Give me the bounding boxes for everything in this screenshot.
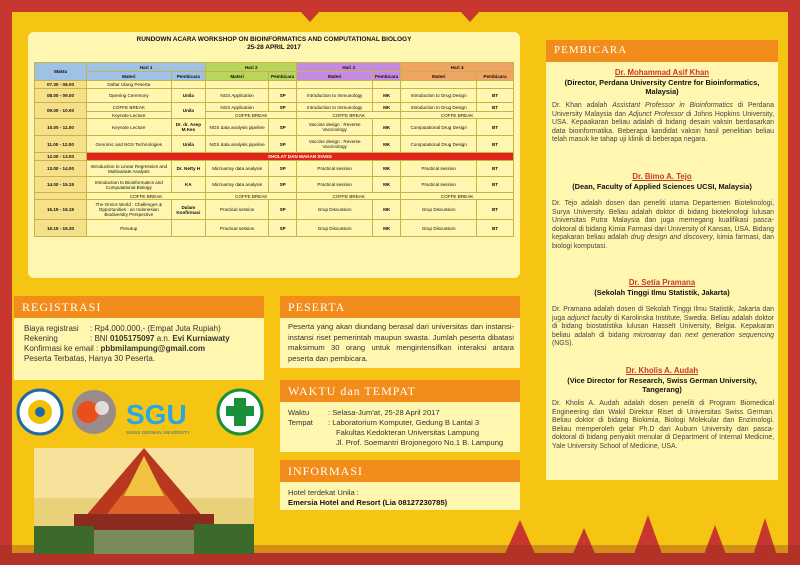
konfirmasi-email[interactable]: pbbmilampung@gmail.com bbox=[100, 344, 206, 353]
bioinformatics-logo bbox=[72, 390, 116, 434]
waktu-row bbox=[288, 408, 440, 417]
session-cell: Introduction to Immunology bbox=[297, 103, 373, 112]
day3-pembicara-header: Pembicara bbox=[373, 72, 401, 81]
speaker-cell: SP bbox=[269, 161, 297, 177]
logos-and-photo bbox=[14, 386, 268, 554]
day1-materi-header: Materi bbox=[87, 72, 172, 81]
speaker2-bio bbox=[552, 200, 774, 252]
speaker-cell: Unila bbox=[171, 136, 206, 153]
day3-header: Hari 3 bbox=[297, 63, 401, 72]
table-row bbox=[35, 136, 514, 153]
speaker-cell: MK bbox=[373, 136, 401, 153]
speaker1-aff-line2: Malaysia) bbox=[645, 87, 679, 96]
speaker-cell: MK bbox=[373, 89, 401, 103]
speaker-cell: SP bbox=[269, 89, 297, 103]
table-row bbox=[35, 220, 514, 237]
schedule-title-line1: RUNDOWN ACARA WORKSHOP ON BIOINFORMATICS AND COMPUTATIONAL BIOLOGY bbox=[136, 36, 412, 43]
speaker-cell: BT bbox=[477, 161, 514, 177]
biaya-line bbox=[24, 324, 221, 333]
day2-materi-header: Materi bbox=[206, 72, 269, 81]
rekening-an: a.n. bbox=[154, 334, 173, 343]
session-cell: Keynote Lecture bbox=[87, 119, 172, 136]
speaker4-bio: Dr. Kholis A. Audah adalah dosen peneliti di Program Biomedical Engineering dan Wakil Direktur Riset di Universitas Swiss German. Beliau doktor di bidang Biokimia, Biologi Molekular dan Enzimologi. Beliau memperoleh gelar Ph.D dari Auburn University dan pasca-doktoral di bidang penyakit menular di Department of Internal Medicine, Yale University School of Medicine, USA. bbox=[552, 400, 774, 450]
peserta-header bbox=[280, 296, 520, 318]
speaker-cell: MK bbox=[373, 220, 401, 237]
speaker1-bio-italic: Assistant Professor in Bioinformatics bbox=[612, 102, 733, 109]
speaker1-bio-part: di Johns Hopkins University, USA. Kepaakaran beliau adalah di bidang desain vaksin berdasarkan data bioinformatika. Beberapa kandidat vaksin hasil penelitian beliau telah masuk ke tahap uji klinik di beberapa negara. bbox=[552, 110, 774, 144]
speaker3-bio-part: Dr. Pramana adalah dosen di Sekolah Tinggi Ilmu Statistik, Jakarta dan juga bbox=[552, 306, 774, 322]
registrasi-header bbox=[14, 296, 264, 318]
biaya-value: : Rp4.000.000,- (Empat Juta Rupiah) bbox=[90, 324, 221, 333]
speaker-cell: MK bbox=[373, 161, 401, 177]
table-row bbox=[35, 161, 514, 177]
speaker3-bio-part: di Karolinska Institute, Swedia. Beliau adalah doktor di bidang biostatistika lulusan Hasselt University, Belgia. Kepakaran beliau adalah di bidang bbox=[552, 314, 774, 339]
speaker-cell: MK bbox=[373, 200, 401, 220]
table-row bbox=[35, 177, 514, 193]
peserta-title: PESERTA bbox=[288, 300, 346, 314]
tempat-row bbox=[288, 418, 479, 427]
coffee-break-cell: COFFE BREAK bbox=[206, 112, 297, 119]
medical-faculty-logo bbox=[218, 390, 262, 434]
time-cell: 12.00 - 13.00 bbox=[35, 153, 87, 161]
schedule-card bbox=[28, 32, 520, 278]
speaker2-bio-italic: drug design and discovery bbox=[630, 234, 713, 242]
time-cell: 10.00 - 11.00 bbox=[35, 119, 87, 136]
speaker-cell: Unila bbox=[171, 89, 206, 103]
session-cell: Vaccine design : Reverse Vaccinology bbox=[297, 119, 373, 136]
speaker3-bio-italic: next generation sequencing bbox=[685, 331, 775, 339]
speaker-cell: MK bbox=[373, 103, 401, 112]
speaker-cell: Dr. Netty H bbox=[171, 161, 206, 177]
session-cell: Introduction to Immunology bbox=[297, 89, 373, 103]
session-cell: Practical session bbox=[206, 220, 269, 237]
speaker1-bio-part: di Perdana University Malaysia dan bbox=[552, 102, 774, 118]
speaker2-affiliation: (Dean, Faculty of Applied Sciences UCSI, Malaysia) bbox=[572, 182, 752, 191]
session-cell: Grup Discussion bbox=[297, 200, 373, 220]
rekening-bank: : BNI bbox=[90, 334, 111, 343]
coffee-break-cell: COFFE BREAK bbox=[401, 112, 514, 119]
tempat-label: Tempat bbox=[288, 418, 313, 427]
time-cell: 09.00 - 10.00 bbox=[35, 103, 87, 119]
day4-header: Hari 4 bbox=[401, 63, 514, 72]
table-row bbox=[35, 81, 514, 89]
speaker-cell: BT bbox=[477, 89, 514, 103]
tempat-line3: Jl. Prof. Soemantri Brojonegoro No.1 B. Lampung bbox=[336, 438, 504, 447]
rekening-name: Evi Kurniawaty bbox=[172, 334, 230, 343]
informasi-title: INFORMASI bbox=[288, 464, 364, 478]
speaker-cell: BT bbox=[477, 103, 514, 112]
day1-header: Hari 1 bbox=[87, 63, 206, 72]
session-cell: NGS Application bbox=[206, 103, 269, 112]
tempat-line2: Fakultas Kedokteran Universitas Lampung bbox=[336, 428, 480, 437]
session-cell: Keynote Lecture bbox=[87, 112, 172, 119]
table-row bbox=[35, 153, 514, 161]
time-cell: 14.00 - 15.15 bbox=[35, 177, 87, 193]
hotel-name: Emersia Hotel and Resort (Lia 08127230785) bbox=[288, 498, 448, 507]
time-cell: 15.15 - 16.15 bbox=[35, 200, 87, 220]
speaker-cell: MK bbox=[373, 177, 401, 193]
informasi-header bbox=[280, 460, 520, 482]
time-cell: 07.30 - 08.00 bbox=[35, 81, 87, 89]
speaker-cell: MK bbox=[373, 119, 401, 136]
speaker2-bio-part: , kimia farmasi, dan biologi komputasi. bbox=[552, 234, 774, 250]
peserta-terbatas-line: Peserta Terbatas, Hanya 30 Peserta. bbox=[24, 354, 156, 363]
session-cell: Practical session bbox=[297, 161, 373, 177]
rekening-label: Rekening bbox=[24, 334, 58, 343]
pembicara-panel bbox=[546, 40, 778, 480]
coffee-break-cell: COFFE BREAK bbox=[87, 193, 206, 200]
session-cell: Introduction to Drug Design bbox=[401, 103, 477, 112]
sgu-logo-text: SGU bbox=[126, 399, 187, 430]
day1-pembicara-header: Pembicara bbox=[171, 72, 206, 81]
speaker-cell: KA bbox=[171, 177, 206, 193]
biaya-label: Biaya registrasi bbox=[24, 324, 79, 333]
speaker1-bio-part: Dr. Khan adalah bbox=[552, 102, 613, 109]
speaker3-name: Dr. Setia Pramana bbox=[628, 278, 696, 287]
speaker-cell: BT bbox=[477, 136, 514, 153]
rekening-line bbox=[24, 334, 230, 343]
session-cell: Daftar Ulang Peserta bbox=[87, 81, 172, 89]
waktu-tempat-title: WAKTU dan TEMPAT bbox=[288, 384, 417, 398]
table-row bbox=[35, 112, 514, 119]
speaker1-bio bbox=[552, 102, 774, 145]
speaker1-aff-line1: (Director, Perdana University Centre for Bioinformatics, bbox=[564, 78, 760, 87]
table-row bbox=[35, 119, 514, 136]
speaker-cell: BT bbox=[477, 177, 514, 193]
session-cell: NGS data analysis pipeline bbox=[206, 136, 269, 153]
speaker3-affiliation: (Sekolah Tinggi Ilmu Statistik, Jakarta) bbox=[594, 288, 730, 297]
speaker-cell: BT bbox=[477, 220, 514, 237]
session-cell: Practical session bbox=[206, 200, 269, 220]
session-cell: NGS data analysis pipeline bbox=[206, 119, 269, 136]
speaker3-bio-italic: adjunct faculty bbox=[567, 314, 612, 322]
session-cell: Practical session bbox=[297, 177, 373, 193]
speaker-cell: SP bbox=[269, 119, 297, 136]
speaker-cell: Dr. dr. Asep M.Kes bbox=[171, 119, 206, 136]
speaker-cell: BT bbox=[477, 200, 514, 220]
speaker3-bio-part: (NGS). bbox=[552, 340, 574, 348]
day2-header: Hari 2 bbox=[206, 63, 297, 72]
session-cell: The Omics World : Challenges & Opportunities : an Indonesian Biodiversity Perspective bbox=[87, 200, 172, 220]
speaker-cell: BT bbox=[477, 119, 514, 136]
table-row bbox=[35, 193, 514, 200]
speaker4-affiliation bbox=[550, 376, 774, 394]
speaker1-bio-italic: Adjunct Professor bbox=[628, 110, 684, 118]
session-cell: Opening Ceremony bbox=[87, 89, 172, 103]
session-cell: Vaccine design : Reverse Vaccinology bbox=[297, 136, 373, 153]
session-cell: Introduction to Drug Design bbox=[401, 89, 477, 103]
tempat-line1: : Laboratorium Komputer, Gedung B Lantai 3 bbox=[328, 418, 480, 427]
table-row bbox=[35, 103, 514, 112]
speaker-cell: Dalam Konfirmasi bbox=[171, 200, 206, 220]
session-cell: Microarray data analysis bbox=[206, 177, 269, 193]
speaker2-name: Dr. Bimo A. Tejo bbox=[632, 172, 692, 181]
session-cell: Grup Discussion bbox=[401, 200, 477, 220]
session-cell: Grup Discussion bbox=[401, 220, 477, 237]
speaker4-name: Dr. Kholis A. Audah bbox=[625, 366, 699, 375]
session-cell: Introduction to Bioinformatics and Computational Biology bbox=[87, 177, 172, 193]
speaker3-bio-part: dan bbox=[665, 331, 686, 339]
waktu-header: Waktu bbox=[35, 63, 87, 81]
rekening-number: 0105175097 bbox=[110, 334, 155, 343]
session-cell: Introduction to Linear Regression and Multivariate Analysis bbox=[87, 161, 172, 177]
hotel-label: Hotel terdekat Unila : bbox=[288, 488, 359, 497]
sgu-logo-caption: SWISS GERMAN UNIVERSITY bbox=[126, 430, 190, 435]
session-cell: Computational Drug Design bbox=[401, 119, 477, 136]
schedule-title-line2: 25-28 APRIL 2017 bbox=[247, 44, 301, 51]
coffee-break-cell: COFFE BREAK bbox=[401, 193, 514, 200]
day4-pembicara-header: Pembicara bbox=[477, 72, 514, 81]
pembicara-title: PEMBICARA bbox=[554, 44, 628, 56]
waktu-value: : Selasa-Jum'at, 25-28 April 2017 bbox=[328, 408, 440, 417]
time-cell: 08.00 - 09.00 bbox=[35, 89, 87, 103]
speaker3-bio-italic: microarray bbox=[633, 331, 666, 339]
registrasi-title: REGISTRASI bbox=[22, 300, 102, 314]
speaker4-aff-line2: Tangerang) bbox=[642, 385, 682, 394]
day2-pembicara-header: Pembicara bbox=[269, 72, 297, 81]
session-cell: Grup Discussion bbox=[297, 220, 373, 237]
table-row bbox=[35, 89, 514, 103]
waktu-label: Waktu bbox=[288, 408, 310, 417]
speaker3-bio bbox=[552, 306, 774, 349]
pembicara-header bbox=[546, 40, 778, 62]
session-cell: Practical session bbox=[401, 161, 477, 177]
speaker-cell: SP bbox=[269, 220, 297, 237]
sgu-logo bbox=[126, 399, 190, 435]
coffee-break-cell: COFFE BREAK bbox=[297, 112, 401, 119]
time-cell: 16.15 - 16.30 bbox=[35, 220, 87, 237]
speaker-cell: SP bbox=[269, 103, 297, 112]
waktu-tempat-header bbox=[280, 380, 520, 402]
session-cell: Microarray data analysis bbox=[206, 161, 269, 177]
session-cell: Penutup bbox=[87, 220, 172, 237]
session-cell: Genomic and NGS Technologies bbox=[87, 136, 172, 153]
session-cell: Computational Drug Design bbox=[401, 136, 477, 153]
speaker-cell: SP bbox=[269, 136, 297, 153]
speaker1-affiliation bbox=[550, 78, 774, 96]
speaker-cell: SP bbox=[269, 200, 297, 220]
ornament-top bbox=[290, 0, 330, 22]
schedule-table bbox=[34, 62, 514, 237]
registrasi-panel bbox=[14, 296, 264, 380]
lunch-cell: SHOLAT DAN MAKAN SIANG bbox=[87, 153, 514, 161]
konfirmasi-line bbox=[24, 344, 205, 353]
schedule-title bbox=[28, 36, 520, 52]
informasi-panel bbox=[280, 460, 520, 510]
table-row bbox=[35, 200, 514, 220]
time-cell: 11.00 - 12.00 bbox=[35, 136, 87, 153]
session-cell: Practical session bbox=[401, 177, 477, 193]
day3-materi-header: Materi bbox=[297, 72, 373, 81]
monument-photo bbox=[34, 448, 254, 554]
session-cell: NGS Application bbox=[206, 89, 269, 103]
speaker1-name: Dr. Mohammad Asif Khan bbox=[614, 68, 710, 77]
peserta-text: Peserta yang akan diundang berasal dari universitas dan instansi-instansi riset pemerintah maupun swasta. Jumlah peserta dibatasi maksimum 30 orang untuk mengintensifkan interaksi antara peserta dan pembicara. bbox=[288, 322, 514, 363]
day4-materi-header: Materi bbox=[401, 72, 477, 81]
waktu-tempat-panel bbox=[280, 380, 520, 452]
speaker2-bio-part: Dr. Tejo adalah dosen dan peneliti utama Departemen Bioteknologi, Surya University. Beliau adalah doktor di bidang bioteknologi lulusan Universitas Putra Malaysia dan juga memegang kualifikasi pasca-doktoral di bidang Kimia Farmasi dari University of Kansas, USA. Bidang kepakaran beliau adalah bbox=[552, 200, 774, 242]
coffee-break-cell: COFFE BREAK bbox=[206, 193, 297, 200]
peserta-panel bbox=[280, 296, 520, 368]
speaker-cell: Unila bbox=[171, 103, 206, 119]
coffee-break-cell: COFFE BREAK bbox=[297, 193, 401, 200]
konfirmasi-label: Konfirmasi ke email : bbox=[24, 344, 101, 353]
unila-logo bbox=[18, 390, 62, 434]
speaker4-aff-line1: (Vice Director for Research, Swiss German University, bbox=[567, 376, 757, 385]
speaker-cell: SP bbox=[269, 177, 297, 193]
time-cell: 13.00 - 14.00 bbox=[35, 161, 87, 177]
session-cell: COFFE BREAK bbox=[87, 103, 172, 112]
